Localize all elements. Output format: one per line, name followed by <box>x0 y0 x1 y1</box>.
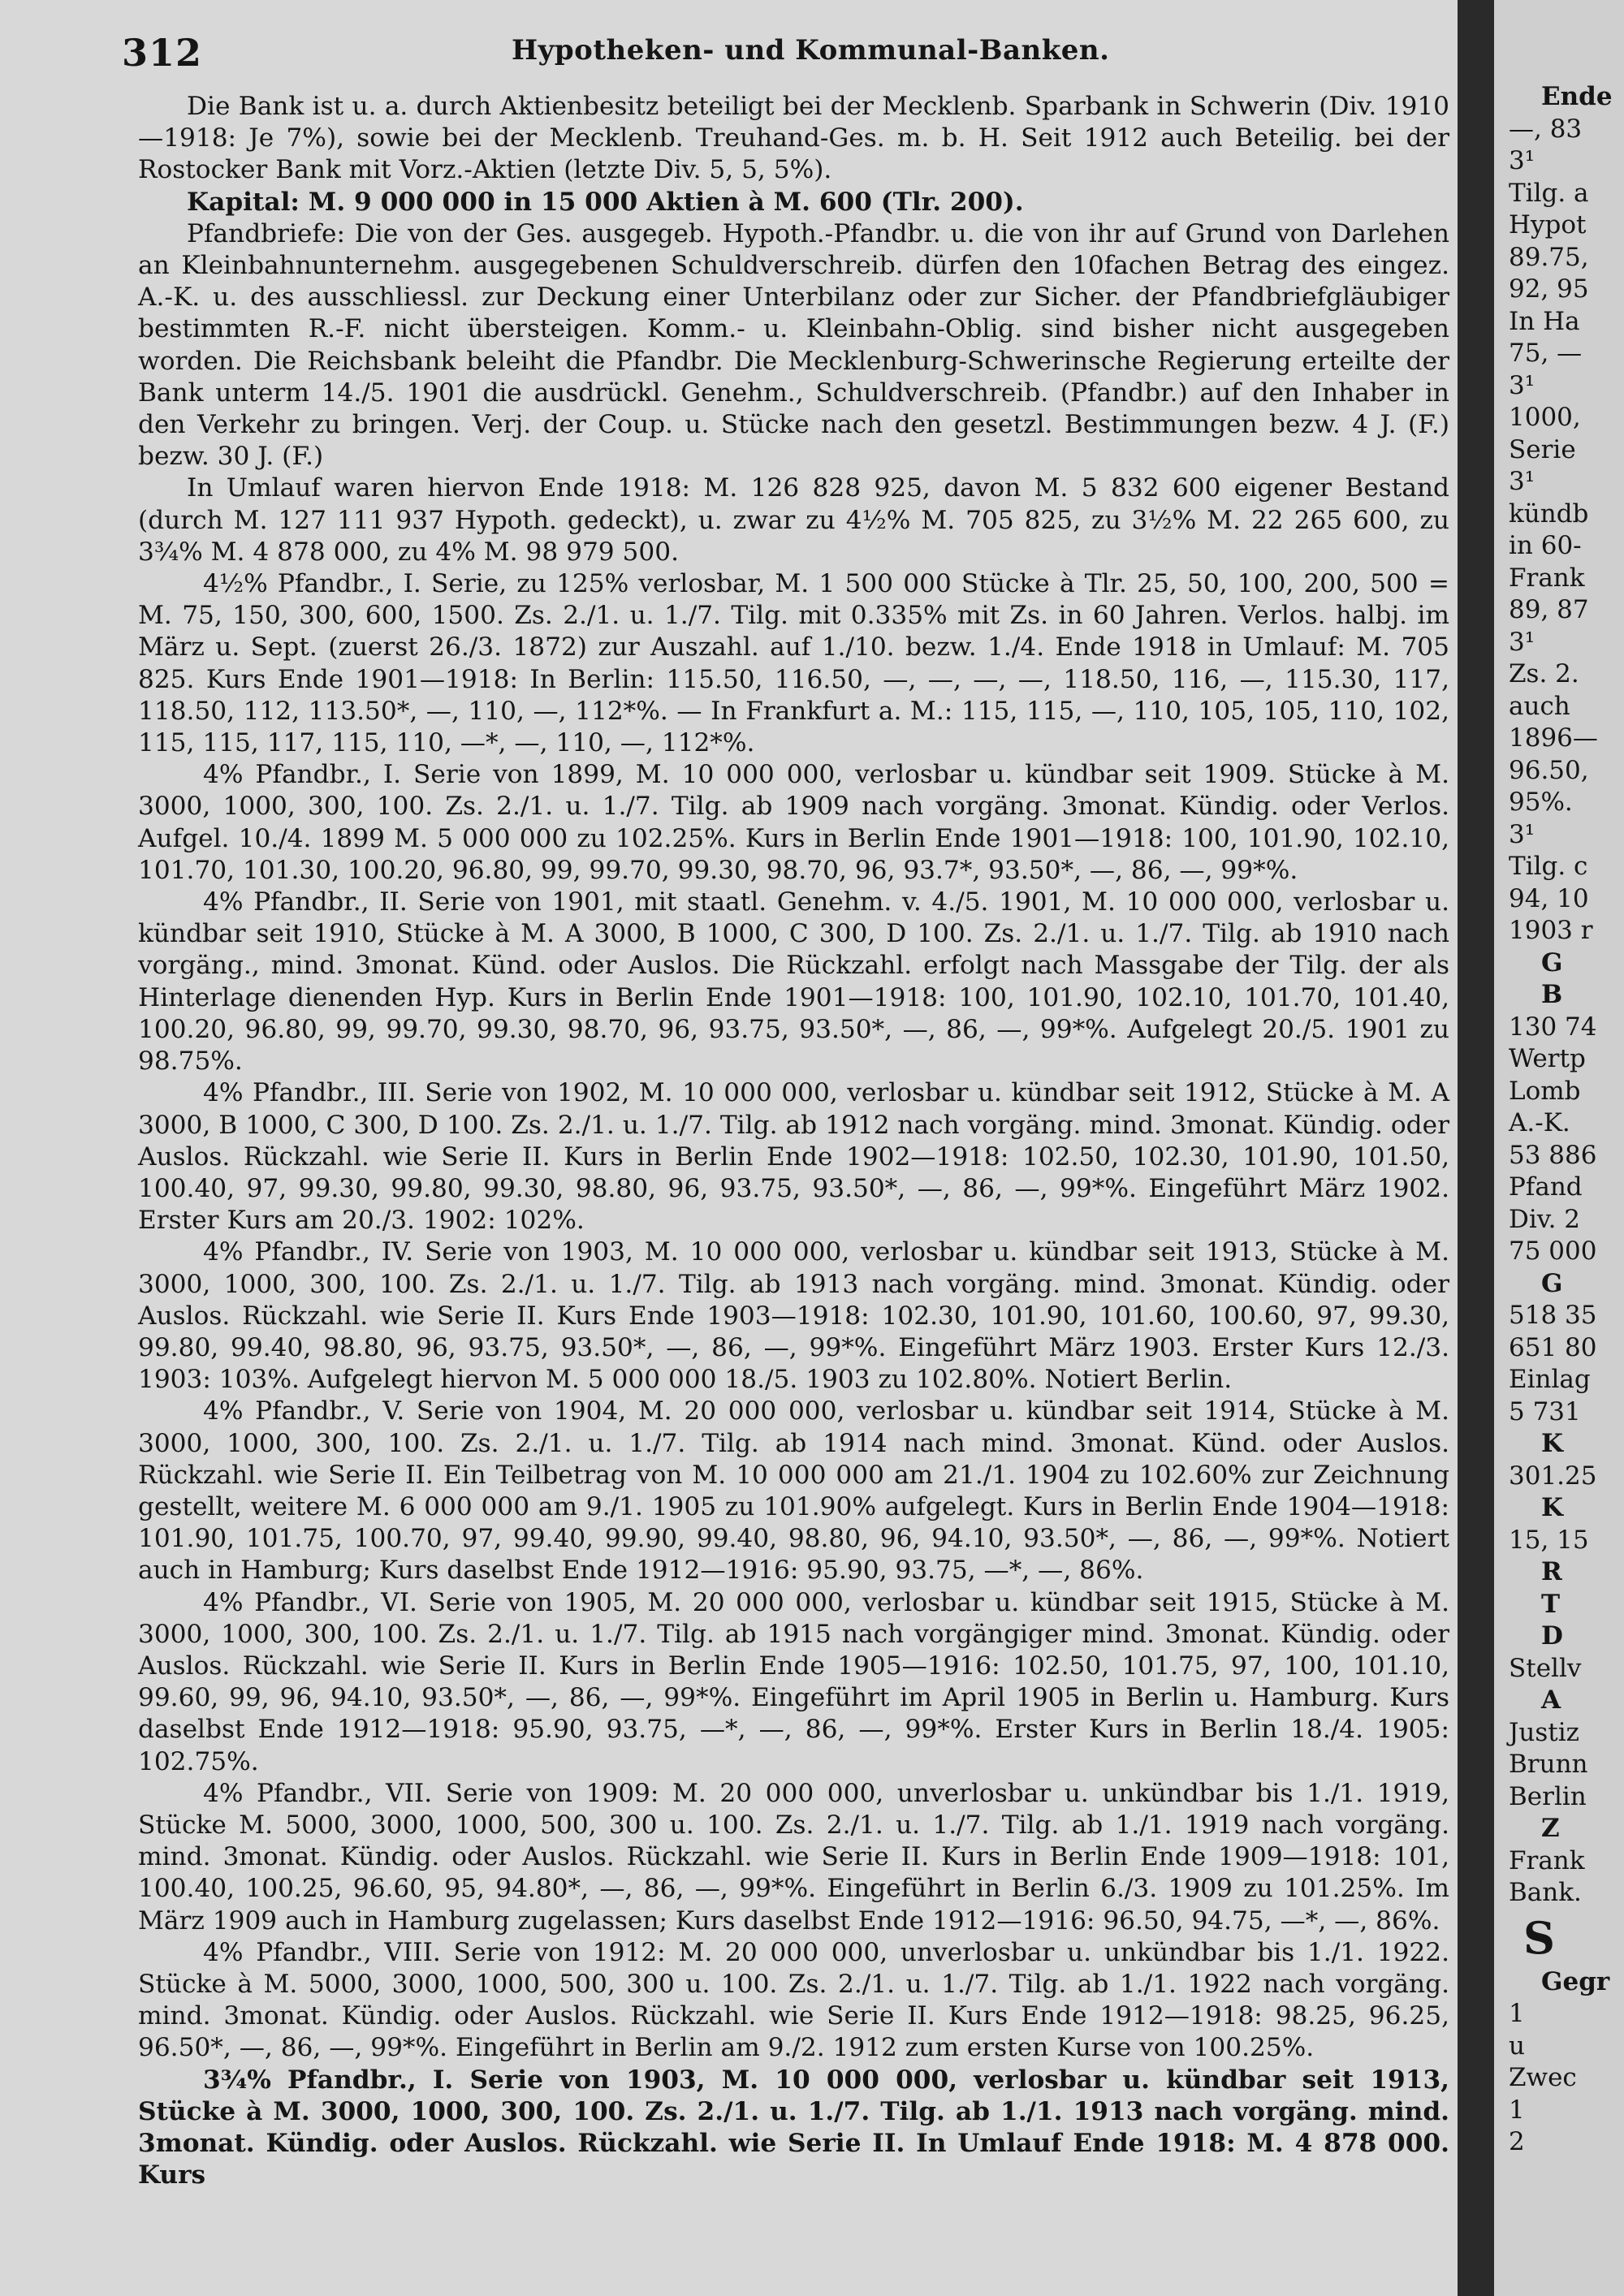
paragraph-4-serie-8: 4% Pfandbr., VIII. Serie von 1912: M. 20 000 000, unverlosbar u. unkündbar bis 1./1. 1922. Stücke à M. 5000, 3000, 1000, 500, 300 u. 100. Zs. 2./1. u. 1./7. Tilg. ab 1./1. 1922 nach vorgäng. mind. 3monat. Kündig. oder Auslos. Rückzahl. wie Serie II. Kurs Ende 1912—1918: 98.25, 96.25, 96.50*, —, 86, —, 99*%. Eingeführt in Berlin am 9./2. 1912 zum ersten Kurse von 100.25%. <box>138 1937 1449 2063</box>
right-page-line: Einlag <box>1509 1365 1591 1394</box>
paragraph-4-serie-5: 4% Pfandbr., V. Serie von 1904, M. 20 000 000, verlosbar u. kündbar seit 1914, Stücke à M. 3000, 1000, 300, 100. Zs. 2./1. u. 1./7. Tilg. ab 1914 nach mind. 3monat. Künd. oder Auslos. Rückzahl. wie Serie II. Ein Teilbetrag von M. 10 000 000 am 21./1. 1904 zu 102.60% zur Zeichnung gestellt, weitere M. 6 000 000 am 9./1. 1905 zu 101.90% aufgelegt. Kurs in Berlin Ende 1904—1918: 101.90, 101.75, 100.70, 97, 99.40, 99.90, 99.40, 98.80, 96, 94.10, 93.50*, —, 86, —, 99*%. Notiert auch in Hamburg; Kurs daselbst Ende 1912—1916: 95.90, 93.75, —*, —, 86%. <box>138 1396 1449 1586</box>
right-page-line: 5 731 <box>1509 1396 1581 1426</box>
right-page-line: 89.75, <box>1509 242 1589 272</box>
right-page-line: 53 886 <box>1509 1140 1597 1170</box>
right-page-line: Hypot <box>1509 210 1587 240</box>
paragraph-4-serie-4: 4% Pfandbr., IV. Serie von 1903, M. 10 000 000, verlosbar u. kündbar seit 1913, Stücke à M. 3000, 1000, 300, 100. Zs. 2./1. u. 1./7. Tilg. ab 1913 nach vorgäng. mind. 3monat. Kündig. oder Auslos. Rückzahl. wie Serie II. Kurs Ende 1903—1918: 102.30, 101.90, 101.60, 100.60, 97, 99.30, 99.80, 99.40, 98.80, 96, 93.75, 93.50*, —, 86, —, 99*%. Eingeführt März 1903. Erster Kurs 12./3. 1903: 103%. Aufgelegt hiervon M. 5 000 000 18./5. 1903 zu 102.80%. Notiert Berlin. <box>138 1237 1449 1395</box>
right-page-line: Berlin <box>1509 1781 1587 1811</box>
right-page-line: 3¹ <box>1509 627 1535 657</box>
right-page-line: Div. 2 <box>1509 1204 1581 1234</box>
right-page-line: Lomb <box>1509 1076 1581 1106</box>
right-page-line: A.-K. <box>1509 1108 1570 1137</box>
page-header <box>122 31 1453 80</box>
paragraph-3-75-serie-1: 3¾% Pfandbr., I. Serie von 1903, M. 10 000 000, verlosbar u. kündbar seit 1913, Stücke à M. 3000, 1000, 300, 100. Zs. 2./1. u. 1./7. Tilg. ab 1./1. 1913 nach vorgäng. mind. 3monat. Kündig. oder Auslos. Rückzahl. wie Serie II. In Umlauf Ende 1918: M. 4 878 000. Kurs <box>138 2065 1449 2190</box>
right-page-line: kündb <box>1509 498 1589 529</box>
right-page-line: T <box>1541 1589 1561 1619</box>
paragraph-4-serie-2: 4% Pfandbr., II. Serie von 1901, mit staatl. Genehm. v. 4./5. 1901, M. 10 000 000, verlosbar u. kündbar seit 1910, Stücke à M. A 3000, B 1000, C 300, D 100. Zs. 2./1. u. 1./7. Tilg. ab 1910 nach vorgäng., mind. 3monat. Künd. oder Auslos. Die Rückzahl. erfolgt nach Massgabe der Tilg. der als Hinterlage dienenden Hyp. Kurs in Berlin Ende 1901—1918: 100, 101.90, 102.10, 101.70, 101.40, 100.20, 96.80, 99, 99.70, 99.30, 98.70, 96, 93.75, 93.50*, —, 86, —, 99*%. Aufgelegt 20./5. 1901 zu 98.75%. <box>138 887 1449 1077</box>
right-page-line: 1903 r <box>1509 916 1593 945</box>
right-page-line: K <box>1541 1493 1563 1522</box>
right-page-line: Bank. <box>1509 1878 1582 1907</box>
right-page-line: Tilg. c <box>1509 852 1588 881</box>
right-page-line: 130 74 <box>1509 1012 1597 1042</box>
right-page-line: B <box>1541 980 1563 1009</box>
right-page-line: Stellv <box>1509 1653 1582 1683</box>
right-page-line: 301.25 <box>1509 1461 1597 1491</box>
right-page-line: Pfand <box>1509 1172 1583 1202</box>
right-page-line: —, 83 <box>1509 114 1583 144</box>
right-page-line: Serie <box>1509 434 1576 464</box>
right-page-line: 15, 15 <box>1509 1525 1589 1555</box>
right-page-line: Zs. 2. <box>1509 659 1579 688</box>
right-page-line: 1 <box>1509 1999 1525 2028</box>
right-page-line: in 60- <box>1509 531 1582 560</box>
right-page-line: Zwec <box>1509 2063 1577 2092</box>
paragraph-4-serie-7: 4% Pfandbr., VII. Serie von 1909: M. 20 000 000, unverlosbar u. unkündbar bis 1./1. 1919, Stücke M. 5000, 3000, 1000, 500, 300 u. 100. Zs. 2./1. u. 1./7. Tilg. ab 1./1. 1919 nach vorgäng. mind. 3monat. Kündig. oder Auslos. Rückzahl. wie Serie II. Kurs in Berlin Ende 1909—1918: 101, 100.40, 100.25, 96.60, 95, 94.80*, —, 86, —, 99*%. Eingeführt in Berlin 6./3. 1909 zu 101.25%. Im März 1909 auch in Hamburg zugelassen; Kurs daselbst Ende 1912—1916: 96.50, 94.75, —*, —, 86%. <box>138 1778 1449 1936</box>
right-page-line: 89, 87 <box>1509 595 1589 624</box>
right-page-line: Frank <box>1509 563 1585 593</box>
right-page-edge <box>1494 0 1624 2296</box>
paragraph-4-serie-1: 4% Pfandbr., I. Serie von 1899, M. 10 000 000, verlosbar u. kündbar seit 1909. Stücke à M. 3000, 1000, 300, 100. Zs. 2./1. u. 1./7. Tilg. ab 1909 nach vorgäng. 3monat. Kündig. oder Verlos. Aufgel. 10./4. 1899 M. 5 000 000 zu 102.25%. Kurs in Berlin Ende 1901—1918: 100, 101.90, 102.10, 101.70, 101.30, 100.20, 96.80, 99, 99.70, 99.30, 98.70, 96, 93.7*, 93.50*, —, 86, —, 99*%. <box>138 760 1449 885</box>
right-page-line: Brunn <box>1509 1750 1588 1779</box>
right-page-line: Gegr <box>1541 1966 1610 1996</box>
right-page-line: G <box>1541 1268 1563 1298</box>
paragraph-4-5-serie-1: 4½% Pfandbr., I. Serie, zu 125% verlosbar, M. 1 500 000 Stücke à Tlr. 25, 50, 100, 200, 500 = M. 75, 150, 300, 600, 1500. Zs. 2./1. u. 1./7. Tilg. mit 0.335% mit Zs. in 60 Jahren. Verlos. halbj. im März u. Sept. (zuerst 26./3. 1872) zur Auszahl. auf 1./10. bezw. 1./4. Ende 1918 in Umlauf: M. 705 825. Kurs Ende 1901—1918: In Berlin: 115.50, 116.50, —, —, —, —, 118.50, 116, —, 115.30, 117, 118.50, 112, 113.50*, —, 110, —, 112*%. — In Frankfurt a. M.: 115, 115, —, 110, 105, 105, 110, 102, 115, 115, 117, 115, 110, —*, —, 110, —, 112*%. <box>138 569 1449 758</box>
right-page-line: S <box>1523 1911 1555 1964</box>
right-page-line: In Ha <box>1509 306 1580 336</box>
right-page-line: G <box>1541 947 1563 978</box>
right-page-line: 3¹ <box>1509 146 1535 175</box>
right-page-line: 3¹ <box>1509 819 1535 849</box>
right-page-line: Ende <box>1541 82 1613 111</box>
right-page-line: A <box>1541 1685 1561 1715</box>
paragraph-umlauf: In Umlauf waren hiervon Ende 1918: M. 126 828 925, davon M. 5 832 600 eigener Bestand (durch M. 127 111 937 Hypoth. gedeckt), u. zwar zu 4½% M. 705 825, zu 3½% M. 22 265 600, zu 3¾% M. 4 878 000, zu 4% M. 98 979 500. <box>138 473 1449 567</box>
page-number: 312 <box>122 31 203 75</box>
right-page-line: 1 <box>1509 2095 1525 2125</box>
paragraph-4-serie-3: 4% Pfandbr., III. Serie von 1902, M. 10 000 000, verlosbar u. kündbar seit 1912, Stücke à M. A 3000, B 1000, C 300, D 100. Zs. 2./1. u. 1./7. Tilg. ab 1912 nach vorgäng. mind. 3monat. Kündig. oder Auslos. Rückzahl. wie Serie II. Kurs in Berlin Ende 1902—1918: 102.50, 102.30, 101.90, 101.50, 100.40, 97, 99.30, 99.80, 99.30, 98.80, 96, 93.75, 93.50*, —, 86, —, 99*%. Eingeführt März 1902. Erster Kurs am 20./3. 1902: 102%. <box>138 1078 1449 1236</box>
right-page-line: u <box>1509 2031 1525 2061</box>
paragraph-4-serie-6: 4% Pfandbr., VI. Serie von 1905, M. 20 000 000, verlosbar u. kündbar seit 1915, Stücke à M. 3000, 1000, 300, 100. Zs. 2./1. u. 1./7. Tilg. ab 1915 nach vorgängiger mind. 3monat. Kündig. oder Auslos. Rückzahl. wie Serie II. Kurs in Berlin Ende 1905—1916: 102.50, 101.75, 97, 100, 101.10, 99.60, 99, 96, 94.10, 93.50*, —, 86, —, 99*%. Eingeführt im April 1905 in Berlin u. Hamburg. Kurs daselbst Ende 1912—1918: 95.90, 93.75, —*, —, 86, —, 99*%. Erster Kurs in Berlin 18./4. 1905: 102.75%. <box>138 1587 1449 1776</box>
right-page-line: Frank <box>1509 1845 1585 1875</box>
running-title: Hypotheken- und Kommunal-Banken. <box>512 34 1110 67</box>
right-page-line: 75, — <box>1509 339 1583 368</box>
right-page-line: Z <box>1541 1814 1560 1843</box>
right-page-line: 2 <box>1509 2127 1525 2156</box>
right-page-fragments <box>1509 81 1624 2159</box>
paragraph-beteiligungen: Die Bank ist u. a. durch Aktienbesitz beteiligt bei der Mecklenb. Sparbank in Schwerin (Div. 1910—1918: Je 7%), sowie bei der Mecklenb. Treuhand-Ges. m. b. H. Seit 1912 auch Beteilig. bei der Rostocker Bank mit Vorz.-Aktien (letzte Div. 5, 5, 5%). <box>138 92 1449 185</box>
right-page-line: 75 000 <box>1509 1236 1597 1266</box>
right-page-line: Wertp <box>1509 1044 1586 1073</box>
right-page-line: 3¹ <box>1509 370 1535 400</box>
right-page-line: 1896— <box>1509 723 1598 753</box>
right-page-line: Tilg. a <box>1509 178 1589 208</box>
book-gutter <box>1458 0 1494 2296</box>
article-body <box>138 91 1449 2191</box>
right-page-line: R <box>1541 1557 1562 1586</box>
right-page-line: 518 35 <box>1509 1301 1597 1330</box>
right-page-line: K <box>1541 1429 1563 1458</box>
right-page-line: 651 80 <box>1509 1332 1597 1362</box>
right-page-line: 94, 10 <box>1509 883 1589 913</box>
right-page-line: Justiz <box>1509 1717 1580 1747</box>
paragraph-kapital: Kapital: M. 9 000 000 in 15 000 Aktien à M. 600 (Tlr. 200). <box>187 187 1024 217</box>
right-page-line: 92, 95 <box>1509 274 1589 304</box>
right-page-line: D <box>1541 1621 1563 1651</box>
right-page-line: 1000, <box>1509 403 1581 432</box>
right-page-line: auch <box>1509 691 1570 721</box>
paragraph-pfandbriefe: Pfandbriefe: Die von der Ges. ausgegeb. Hypoth.-Pfandbr. u. die von ihr auf Grund von Darlehen an Kleinbahnunternehm. ausgegebenen Schuldverschreib. dürfen den 10fachen Betrag des eingez. A.-K. u. des ausschliessl. zur Deckung einer Unterbilanz oder zur Sicher. der Pfandbriefgläubiger bestimmten R.-F. nicht übersteigen. Komm.- u. Kleinbahn-Oblig. sind bisher nicht ausgegeben worden. Die Reichsbank beleiht die Pfandbr. Die Mecklenburg-Schwerinsche Regierung erteilte der Bank unterm 14./5. 1901 die ausdrückl. Genehm., Schuldverschreib. (Pfandbr.) auf den Inhaber in den Verkehr zu bringen. Verj. der Coup. u. Stücke nach den gesetzl. Bestimmungen bezw. 4 J. (F.) bezw. 30 J. (F.) <box>138 218 1449 472</box>
right-page-line: 95%. <box>1509 788 1573 817</box>
right-page-line: 96.50, <box>1509 755 1589 785</box>
right-page-line: 3¹ <box>1509 467 1535 496</box>
